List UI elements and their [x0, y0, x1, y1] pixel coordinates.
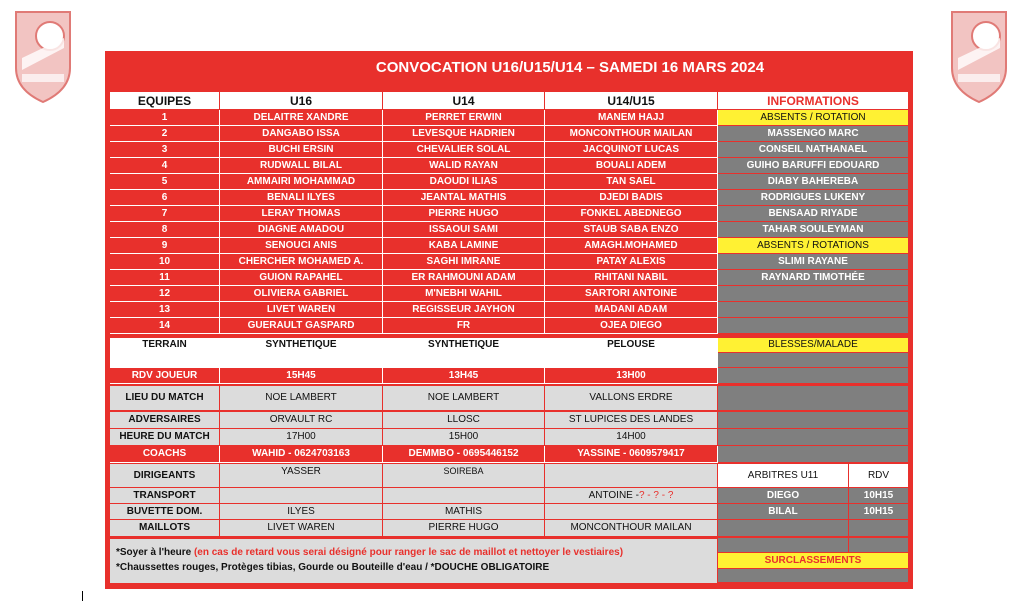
- coachs-label: COACHS: [110, 446, 220, 463]
- info-entry: ABSENTS / ROTATION: [718, 110, 909, 126]
- club-crest-icon: [948, 8, 1010, 104]
- info-entry: DIABY BAHEREBA: [718, 174, 909, 190]
- arbitre-rdv: [849, 520, 909, 537]
- team-number: 7: [110, 206, 220, 222]
- maillots-u14u15: MONCONTHOUR MAILAN: [545, 520, 718, 537]
- arbitre-name: BILAL: [718, 504, 849, 520]
- dirigeant-u16: YASSER: [220, 464, 383, 488]
- transport-driver: ANTOINE -: [588, 489, 639, 501]
- player-u14u15: JACQUINOT LUCAS: [545, 142, 718, 158]
- buvette-u14u15: [545, 504, 718, 520]
- lieu-u16: NOE LAMBERT: [220, 386, 383, 411]
- terrain-u14u15: PELOUSE: [545, 338, 718, 353]
- info-entry: MASSENGO MARC: [718, 126, 909, 142]
- player-u14: SAGHI IMRANE: [383, 254, 545, 270]
- rdv-joueur-u16: 15H45: [220, 368, 383, 384]
- team-number: 11: [110, 270, 220, 286]
- player-u14: PIERRE HUGO: [383, 206, 545, 222]
- header-u14: U14: [383, 92, 545, 110]
- transport-unknown: ? - ? - ?: [638, 489, 674, 501]
- team-number: 6: [110, 190, 220, 206]
- sheet-title: CONVOCATION U16/U15/U14 – SAMEDI 16 MARS 2024: [375, 59, 765, 76]
- player-u14: M'NEBHI WAHIL: [383, 286, 545, 302]
- lieu-u14: NOE LAMBERT: [383, 386, 545, 411]
- info-cell: [718, 446, 909, 463]
- player-u16: GUERAULT GASPARD: [220, 318, 383, 334]
- header-equipes: EQUIPES: [110, 92, 220, 110]
- player-u16: GUION RAPAHEL: [220, 270, 383, 286]
- player-u14: JEANTAL MATHIS: [383, 190, 545, 206]
- arbitre-name: [718, 538, 849, 553]
- header-informations: INFORMATIONS: [718, 92, 909, 110]
- info-entry: ABSENTS / ROTATIONS: [718, 238, 909, 254]
- team-number: 4: [110, 158, 220, 174]
- arbitre-rdv: 10H15: [849, 488, 909, 504]
- notes-box: [110, 539, 717, 583]
- team-number: 10: [110, 254, 220, 270]
- player-u14: CHEVALIER SOLAL: [383, 142, 545, 158]
- terrain-u16: SYNTHETIQUE: [220, 338, 383, 353]
- player-u14: KABA LAMINE: [383, 238, 545, 254]
- club-crest-icon: [12, 8, 74, 104]
- lieu-label: LIEU DU MATCH: [110, 386, 220, 411]
- arbitre-rdv: 10H15: [849, 504, 909, 520]
- terrain-u14: SYNTHETIQUE: [383, 338, 545, 353]
- team-number: 1: [110, 110, 220, 126]
- player-u14u15: MONCONTHOUR MAILAN: [545, 126, 718, 142]
- surclassements-label: SURCLASSEMENTS: [718, 553, 909, 569]
- player-u14u15: FONKEL ABEDNEGO: [545, 206, 718, 222]
- lieu-u14u15: VALLONS ERDRE: [545, 386, 718, 411]
- player-u16: RUDWALL BILAL: [220, 158, 383, 174]
- player-u14: ER RAHMOUNI ADAM: [383, 270, 545, 286]
- player-u14: DAOUDI ILIAS: [383, 174, 545, 190]
- player-u14u15: MADANI ADAM: [545, 302, 718, 318]
- player-u14u15: STAUB SABA ENZO: [545, 222, 718, 238]
- player-u14u15: AMAGH.MOHAMED: [545, 238, 718, 254]
- arbitres-rdv-header: RDV: [849, 464, 909, 488]
- arbitres-header: ARBITRES U11: [718, 464, 849, 488]
- player-u16: BUCHI ERSIN: [220, 142, 383, 158]
- coach-u14: DEMMBO - 0695446152: [383, 446, 545, 463]
- player-u14u15: PATAY ALEXIS: [545, 254, 718, 270]
- maillots-label: MAILLOTS: [110, 520, 220, 537]
- heure-u14u15: 14H00: [545, 429, 718, 446]
- info-entry: [718, 302, 909, 318]
- player-u16: CHERCHER MOHAMED A.: [220, 254, 383, 270]
- player-u16: OLIVIERA GABRIEL: [220, 286, 383, 302]
- heure-label: HEURE DU MATCH: [110, 429, 220, 446]
- player-u16: BENALI ILYES: [220, 190, 383, 206]
- coach-u14u15: YASSINE - 0609579417: [545, 446, 718, 463]
- player-u14u15: OJEA DIEGO: [545, 318, 718, 334]
- info-entry: TAHAR SOULEYMAN: [718, 222, 909, 238]
- player-u14u15: RHITANI NABIL: [545, 270, 718, 286]
- team-number: 13: [110, 302, 220, 318]
- arbitre-name: [718, 520, 849, 537]
- arbitre-rdv: [849, 538, 909, 553]
- player-u14: PERRET ERWIN: [383, 110, 545, 126]
- info-entry: GUIHO BARUFFI EDOUARD: [718, 158, 909, 174]
- player-u16: DELAITRE XANDRE: [220, 110, 383, 126]
- info-cell: [718, 429, 909, 446]
- transport-u14: [383, 488, 545, 504]
- arbitre-name: DIEGO: [718, 488, 849, 504]
- note-retard: (en cas de retard vous serai désigné pour ranger le sac de maillot et nettoyer le vestiaires): [193, 547, 624, 558]
- text-cursor: [82, 591, 83, 601]
- player-u16: LERAY THOMAS: [220, 206, 383, 222]
- adversaires-u14: LLOSC: [383, 412, 545, 429]
- note-equipement: *Chaussettes rouges, Protèges tibias, Gourde ou Bouteille d'eau / *DOUCHE OBLIGATOIRE: [116, 562, 550, 573]
- team-number: 3: [110, 142, 220, 158]
- team-number: 8: [110, 222, 220, 238]
- team-number: 14: [110, 318, 220, 334]
- player-u14: LEVESQUE HADRIEN: [383, 126, 545, 142]
- convocation-sheet: [105, 51, 913, 589]
- player-u14u15: MANEM HAJJ: [545, 110, 718, 126]
- rdv-joueur-label: RDV JOUEUR: [110, 368, 220, 384]
- heure-u14: 15H00: [383, 429, 545, 446]
- header-u14u15: U14/U15: [545, 92, 718, 110]
- coach-u16: WAHID - 0624703163: [220, 446, 383, 463]
- info-entry: [718, 318, 909, 334]
- buvette-u14: MATHIS: [383, 504, 545, 520]
- rdv-joueur-u14: 13H45: [383, 368, 545, 384]
- blesses-malade-label: BLESSES/MALADE: [718, 338, 909, 353]
- dirigeant-u14u15: [545, 464, 718, 488]
- dirigeant-u14: SOIREBA: [383, 464, 545, 488]
- info-entry: SLIMI RAYANE: [718, 254, 909, 270]
- surclassements-cell: [718, 569, 909, 583]
- transport-u16: [220, 488, 383, 504]
- buvette-u16: ILYES: [220, 504, 383, 520]
- info-entry: [718, 286, 909, 302]
- adversaires-u14u15: ST LUPICES DES LANDES: [545, 412, 718, 429]
- player-u14: ISSAOUI SAMI: [383, 222, 545, 238]
- dirigeants-label: DIRIGEANTS: [110, 464, 220, 488]
- adversaires-u16: ORVAULT RC: [220, 412, 383, 429]
- header-u16: U16: [220, 92, 383, 110]
- player-u14u15: TAN SAEL: [545, 174, 718, 190]
- team-number: 5: [110, 174, 220, 190]
- info-cell: [718, 386, 909, 411]
- rdv-joueur-u14u15: 13H00: [545, 368, 718, 384]
- team-number: 9: [110, 238, 220, 254]
- player-u16: SENOUCI ANIS: [220, 238, 383, 254]
- info-entry: RAYNARD TIMOTHÉE: [718, 270, 909, 286]
- team-number: 2: [110, 126, 220, 142]
- transport-u14u15: [545, 488, 718, 504]
- player-u16: AMMAIRI MOHAMMAD: [220, 174, 383, 190]
- info-cell: [718, 368, 909, 384]
- info-cell: [718, 412, 909, 429]
- spacer-row: [110, 353, 718, 368]
- team-number: 12: [110, 286, 220, 302]
- note-ponctualite: *Soyer à l'heure: [116, 547, 194, 558]
- player-u14: FR: [383, 318, 545, 334]
- player-u14u15: SARTORI ANTOINE: [545, 286, 718, 302]
- player-u16: LIVET WAREN: [220, 302, 383, 318]
- player-u16: DANGABO ISSA: [220, 126, 383, 142]
- info-entry: CONSEIL NATHANAEL: [718, 142, 909, 158]
- player-u14: REGISSEUR JAYHON: [383, 302, 545, 318]
- terrain-label: TERRAIN: [110, 338, 220, 353]
- info-cell: [718, 353, 909, 368]
- info-entry: RODRIGUES LUKENY: [718, 190, 909, 206]
- player-u14u15: BOUALI ADEM: [545, 158, 718, 174]
- info-entry: BENSAAD RIYADE: [718, 206, 909, 222]
- maillots-u14: PIERRE HUGO: [383, 520, 545, 537]
- player-u14u15: DJEDI BADIS: [545, 190, 718, 206]
- player-u14: WALID RAYAN: [383, 158, 545, 174]
- player-u16: DIAGNE AMADOU: [220, 222, 383, 238]
- maillots-u16: LIVET WAREN: [220, 520, 383, 537]
- buvette-label: BUVETTE DOM.: [110, 504, 220, 520]
- heure-u16: 17H00: [220, 429, 383, 446]
- adversaires-label: ADVERSAIRES: [110, 412, 220, 429]
- transport-label: TRANSPORT: [110, 488, 220, 504]
